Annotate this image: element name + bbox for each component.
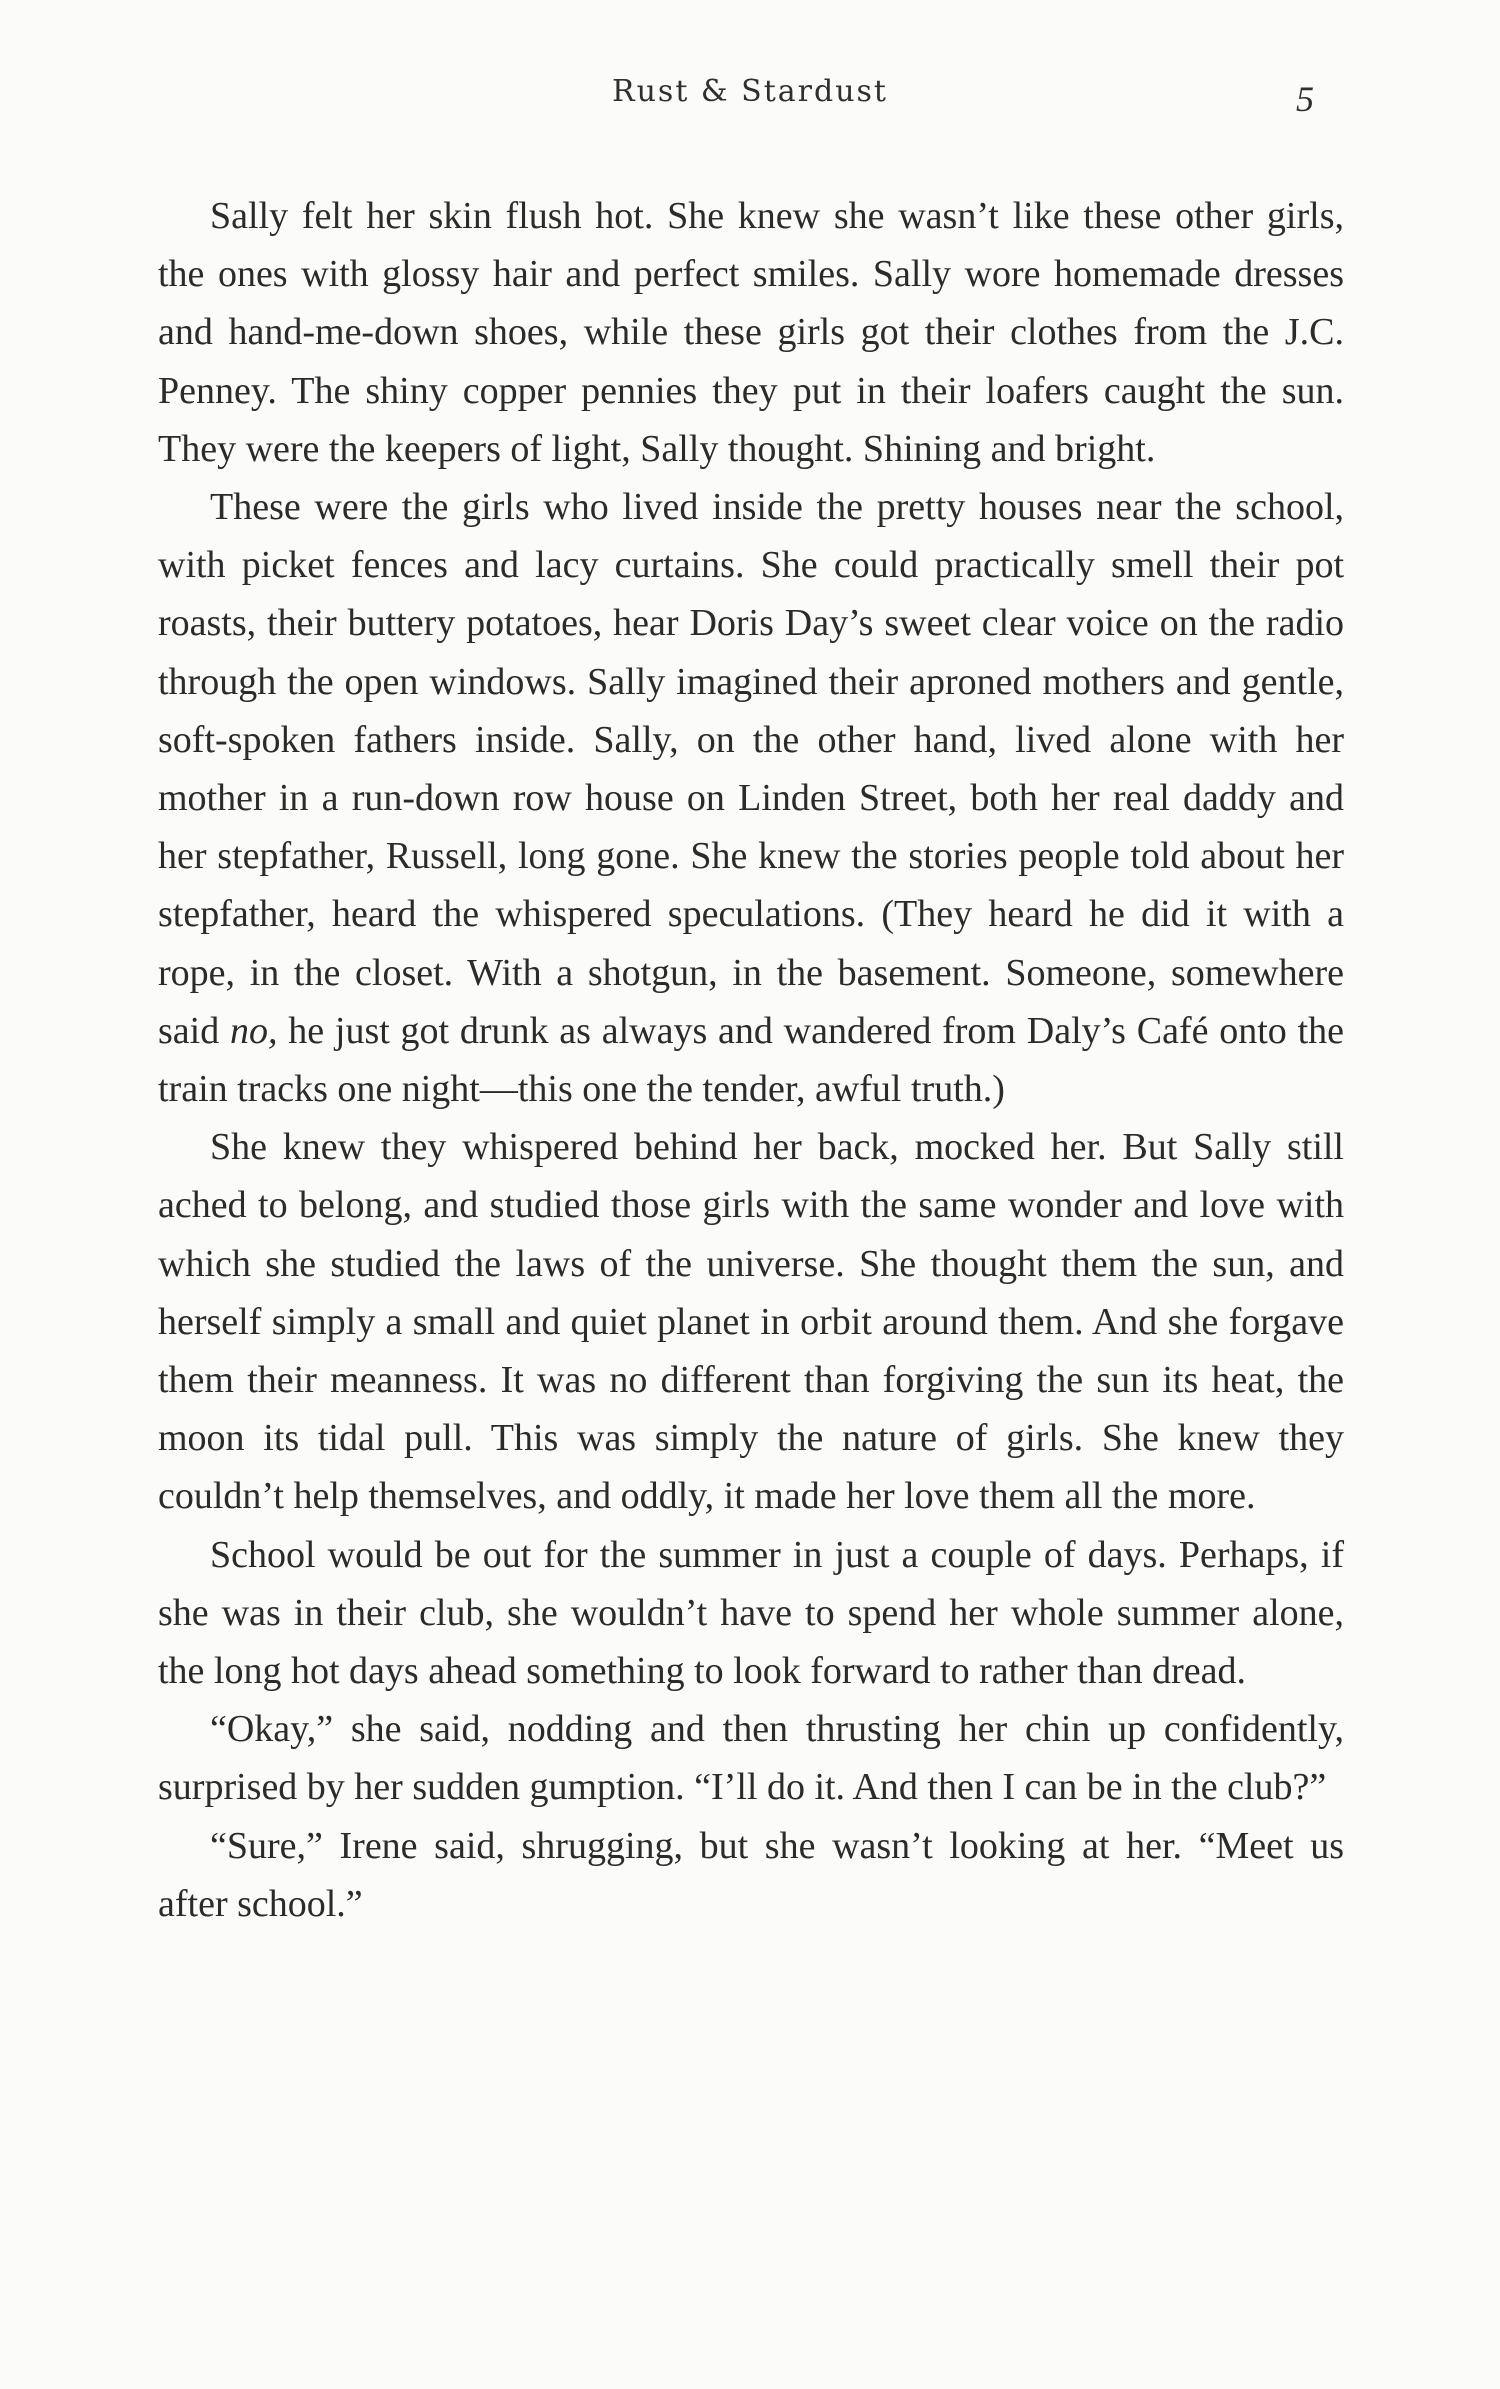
emphasis-text: no, [229, 1009, 278, 1052]
paragraph: She knew they whispered behind her back, mocked her. But Sally still ached to belong, and studied those girls with the same wonder and love with which she studied the laws of the universe. She thought them the sun, and herself simply a small and quiet planet in orbit around them. And she forgave them their meanness. It was no different than forgiving the sun its heat, the moon its tidal pull. This was simply the nature of girls. She knew they couldn’t help themselves, and oddly, it made her love them all the more. [158, 1126, 1344, 1518]
paragraph: “Okay,” she said, nodding and then thrusting her chin up confidently, surprised by her sudden gumption. “I’ll do it. And then I can be in the club?” [158, 1708, 1344, 1809]
paragraph: School would be out for the summer in just a couple of days. Perhaps, if she was in their club, she wouldn’t have to spend her whole summer alone, the long hot days ahead something to look forward to rather than dread. [158, 1533, 1344, 1693]
running-header [0, 74, 1500, 134]
paragraph [158, 478, 1344, 1118]
paragraph: Sally felt her skin flush hot. She knew she wasn’t like these other girls, the ones with glossy hair and perfect smiles. Sally wore homemade dresses and hand-me-down shoes, while these girls got their clothes from the J.C. Penney. The shiny copper pennies they put in their loafers caught the sun. They were the keepers of light, Sally thought. Shining and bright. [158, 195, 1344, 470]
running-title: Rust & Stardust [612, 74, 888, 109]
body-text [158, 187, 1344, 1933]
page-number: 5 [1296, 79, 1314, 119]
paragraph-text: he just got drunk as always and wandered from Daly’s Café onto the train tracks one night—this one the tender, awful truth.) [158, 1009, 1344, 1111]
paragraph: “Sure,” Irene said, shrugging, but she wasn’t looking at her. “Meet us after school.” [158, 1824, 1344, 1925]
paragraph-text: These were the girls who lived inside the pretty houses near the school, with picket fences and lacy curtains. She could practically smell their pot roasts, their buttery potatoes, hear Doris Day’s sweet clear voice on the radio through the open windows. Sally imagined their aproned mothers and gentle, soft-spoken fathers inside. Sally, on the other hand, lived alone with her mother in a run-down row house on Linden Street, both her real daddy and her stepfather, Russell, long gone. She knew the stories people told about her stepfather, heard the whispered speculations. (They heard he did it with a rope, in the closet. With a shotgun, in the basement. Someone, somewhere said [158, 486, 1344, 1052]
